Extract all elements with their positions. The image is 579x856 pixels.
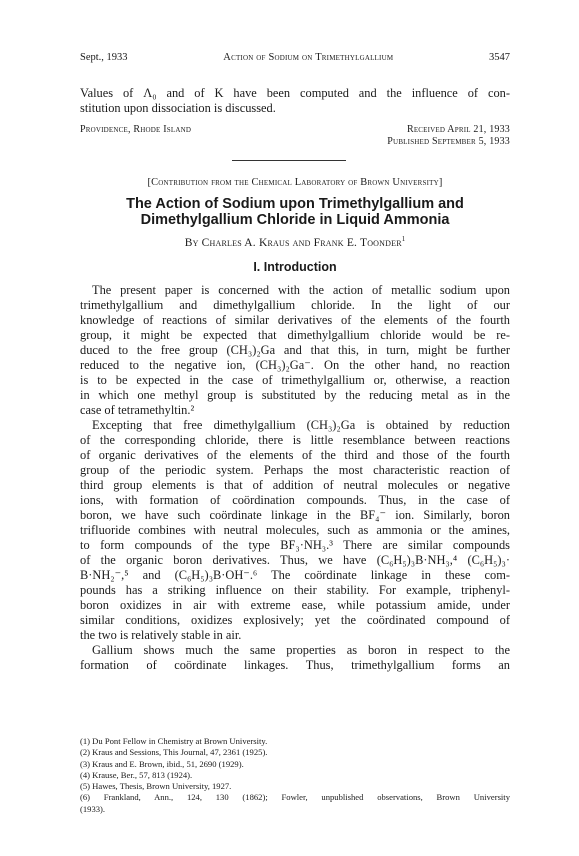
text-line: similar conditions, oxidizes explosively; yet the coördinated compound of — [80, 613, 510, 627]
signoff-dates — [387, 124, 510, 148]
text-line: The present paper is concerned with the action of metallic sodium upon — [92, 283, 510, 297]
text-line: pounds has a striking influence on their stability. For example, triphenyl- — [80, 583, 510, 597]
text-line: knowledge of reactions of similar derivatives of the elements of the fourth — [80, 313, 510, 327]
author-footnote-marker: 1 — [401, 235, 406, 244]
text-line: the two is relatively stable in air. — [80, 628, 242, 642]
text-line: third group elements is that of addition of neutral molecules or negative — [80, 478, 510, 492]
paragraph-3 — [80, 643, 510, 673]
text-line: to form compounds of the type BF₃·NH₃.³ There are similar compounds — [80, 538, 510, 552]
text-line: B·NH₂⁻,⁵ and (C₆H₅)₃B·OH⁻.⁶ The coördinate linkage in these com- — [80, 568, 510, 582]
text-line: stitution upon dissociation is discussed. — [80, 101, 276, 115]
text-line: trifluoride combines with neutral molecules, such as ammonia or the amines, — [80, 523, 510, 537]
authors: By Charles A. Kraus and Frank E. Toonder — [184, 237, 402, 249]
footnote: (2) Kraus and Sessions, This Journal, 47, 2361 (1925). — [80, 747, 268, 758]
section-heading: I. Introduction — [253, 260, 337, 274]
text-line: is to be expected in the case of trimethylgallium or, otherwise, a reaction — [80, 373, 510, 387]
section-divider — [232, 160, 346, 161]
article-title — [80, 196, 510, 228]
footnotes — [80, 736, 510, 815]
received-date: Received April 21, 1933 — [406, 124, 510, 135]
text-line: ions, with formation of coördination compounds. Thus, in the case of — [80, 493, 510, 507]
text-line: reduced to the negative ion, (CH₃)₂Ga⁻. On the other hand, no reaction — [80, 358, 510, 372]
text-line: group of the periodic system. Perhaps the most characteristic reaction of — [80, 463, 510, 477]
text-line: Gallium shows much the same properties as boron in respect to the — [92, 643, 510, 657]
signoff-place: Providence, Rhode Island — [80, 124, 192, 135]
paragraph-2 — [80, 418, 510, 643]
footnote: (3) Kraus and E. Brown, ibid., 51, 2690 (1929). — [80, 758, 244, 769]
text-line: boron oxidizes in air with extreme ease, while potassium amide, under — [80, 598, 510, 612]
text-line: trimethylgallium and dimethylgallium chloride. In the light of our — [80, 298, 510, 312]
text-line: in which one methyl group is substituted by the reducing metal as in the — [80, 388, 510, 402]
running-header — [80, 52, 510, 63]
title-line: Dimethylgallium Chloride in Liquid Ammonia — [140, 212, 450, 228]
text-line: boron, we have such coördinate linkage in the BF₄⁻ ion. Similarly, boron — [80, 508, 510, 522]
text-line: of organic derivatives of the elements of the third and those of the fourth — [80, 448, 510, 462]
header-date: Sept., 1933 — [80, 52, 128, 63]
text-line: case of tetramethyltin.² — [80, 403, 195, 417]
text-line: of the organic boron derivatives. Thus, we have (C₆H₅)₃B·NH₃,⁴ (C₆H₅)₃· — [80, 553, 510, 567]
opening-paragraph — [80, 86, 510, 116]
contribution-line: [Contribution from the Chemical Laboratory of Brown University] — [147, 177, 443, 188]
text-line: duced to the free group (CH₃)₂Ga and that this, in turn, might be further — [80, 343, 510, 357]
paragraph-1 — [80, 283, 510, 418]
footnote: (5) Hawes, Thesis, Brown University, 1927. — [80, 781, 232, 792]
text-line: group, it might be expected that dimethylgallium chloride would be re- — [80, 328, 510, 342]
text-line: Values of Λ₀ and of K have been computed and the influence of con- — [80, 86, 510, 100]
published-date: Published September 5, 1933 — [387, 136, 510, 147]
footnote: (1) Du Pont Fellow in Chemistry at Brown University. — [80, 736, 268, 746]
byline — [80, 237, 510, 249]
title-line: The Action of Sodium upon Trimethylgallium and — [126, 196, 464, 212]
header-page-number: 3547 — [489, 52, 510, 63]
text-line: Excepting that free dimethylgallium (CH₃)₂Ga is obtained by reduction — [92, 418, 510, 432]
footnote: (1933). — [80, 803, 106, 814]
text-line: formation of coördinate linkages. Thus, trimethylgallium forms an — [80, 658, 510, 672]
footnote: (4) Krause, Ber., 57, 813 (1924). — [80, 769, 193, 780]
text-line: of the corresponding chloride, there is little resemblance between reactions — [80, 433, 510, 447]
header-running-title: Action of Sodium on Trimethylgallium — [223, 52, 394, 63]
footnote: (6) Frankland, Ann., 124, 130 (1862); Fowler, unpublished observations, Brown University — [80, 792, 510, 803]
